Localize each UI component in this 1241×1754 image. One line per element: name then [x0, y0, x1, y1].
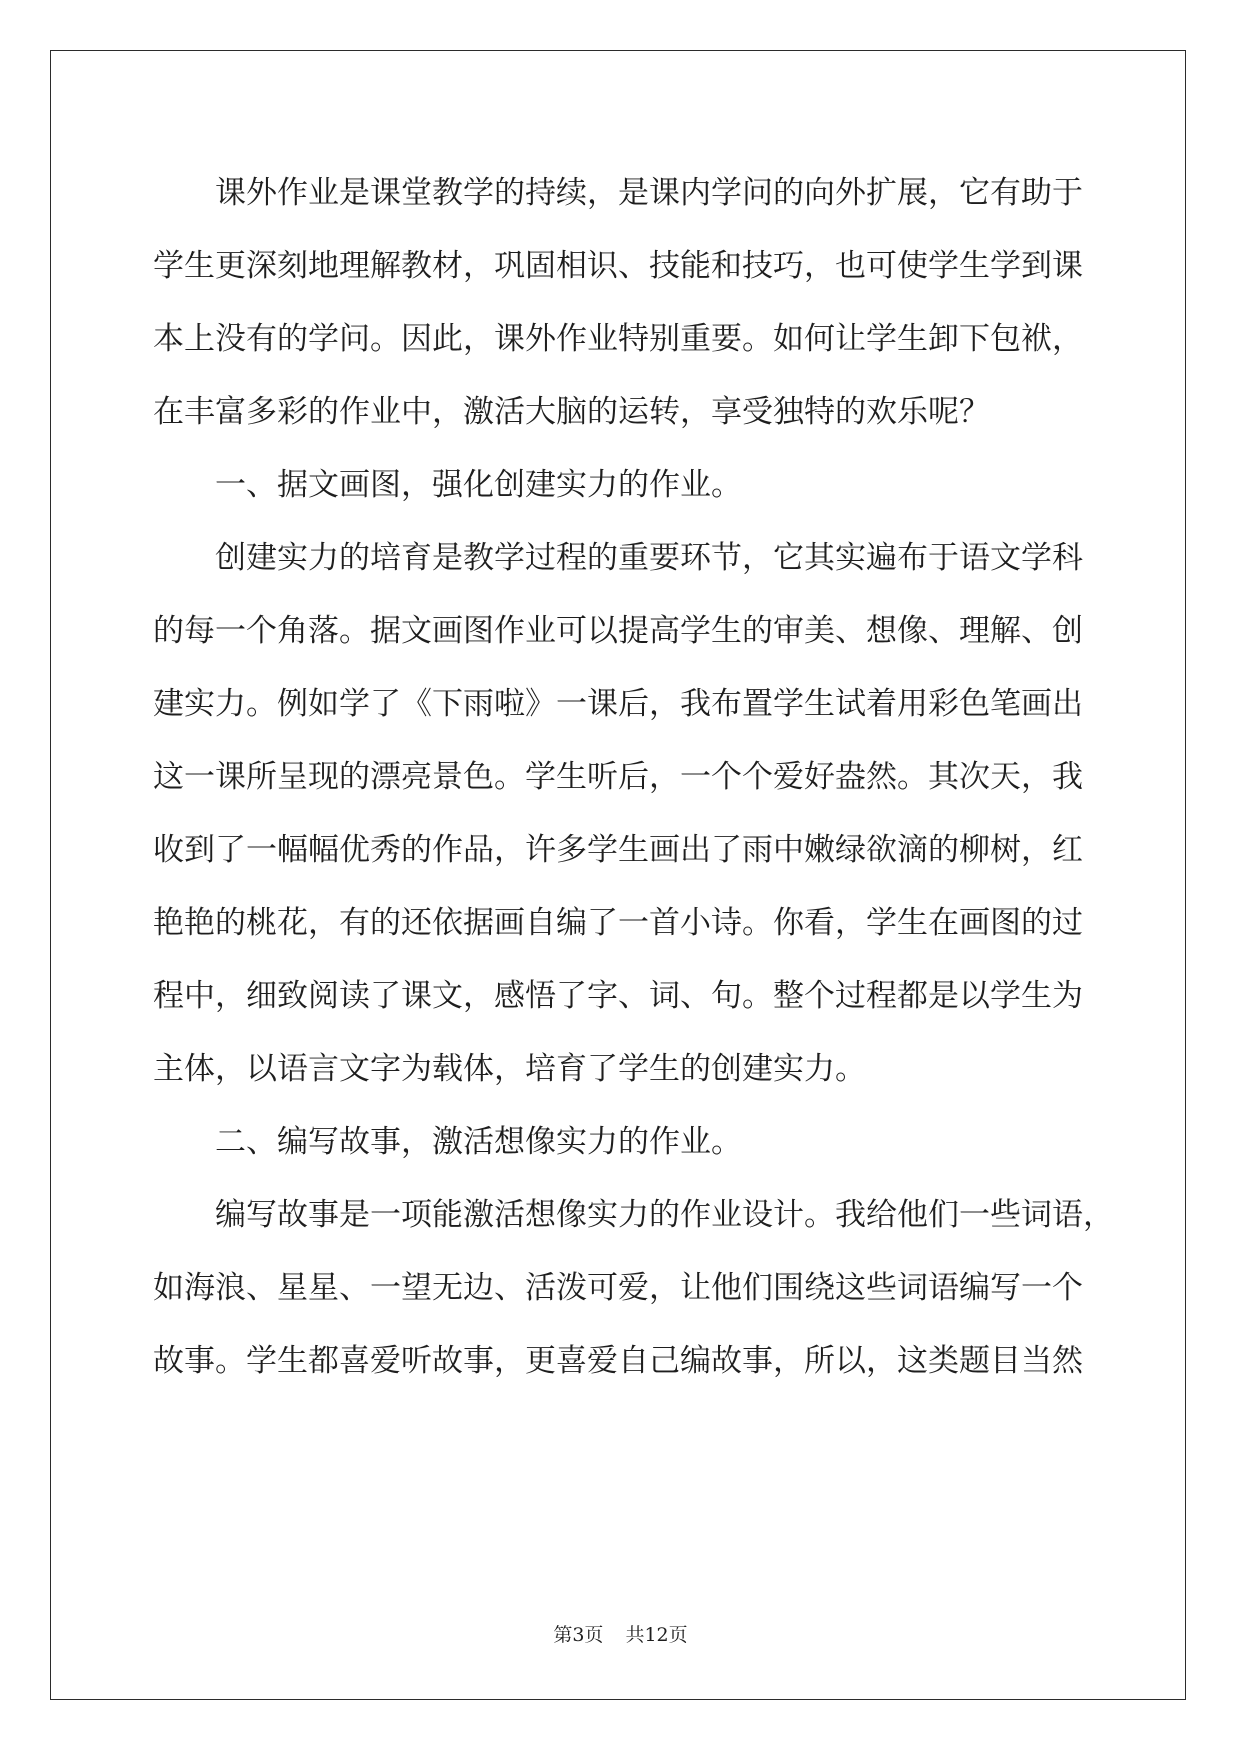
paragraph-line: 学生更深刻地理解教材，巩固相识、技能和技巧，也可使学生学到课 — [153, 248, 1083, 284]
paragraph-line: 主体，以语言文字为载体，培育了学生的创建实力。 — [153, 1051, 866, 1087]
page-footer — [0, 1620, 1241, 1647]
paragraph-line: 本上没有的学问。因此，课外作业特别重要。如何让学生卸下包袱， — [153, 321, 1083, 357]
paragraph-line: 艳艳的桃花，有的还依据画自编了一首小诗。你看，学生在画图的过 — [153, 905, 1083, 941]
paragraph-line: 这一课所呈现的漂亮景色。学生听后，一个个爱好盎然。其次天，我 — [153, 759, 1083, 795]
paragraph-line: 创建实力的培育是教学过程的重要环节，它其实遍布于语文学科 — [215, 540, 1083, 576]
paragraph-line: 收到了一幅幅优秀的作品，许多学生画出了雨中嫩绿欲滴的柳树，红 — [153, 832, 1083, 868]
paragraph-line: 建实力。例如学了《下雨啦》一课后，我布置学生试着用彩色笔画出 — [153, 686, 1083, 722]
paragraph-line: 如海浪、星星、一望无边、活泼可爱，让他们围绕这些词语编写一个 — [153, 1270, 1083, 1306]
paragraph-line: 在丰富多彩的作业中，激活大脑的运转，享受独特的欢乐呢？ — [153, 394, 990, 430]
page-number: 第3页 — [553, 1624, 604, 1646]
paragraph-line: 课外作业是课堂教学的持续，是课内学问的向外扩展，它有助于 — [215, 175, 1083, 211]
document-body — [153, 157, 1114, 1398]
page-total: 共12页 — [625, 1624, 688, 1646]
section-heading: 一、据文画图，强化创建实力的作业。 — [215, 467, 742, 503]
paragraph-line: 编写故事是一项能激活想像实力的作业设计。我给他们一些词语， — [215, 1197, 1114, 1233]
section-heading: 二、编写故事，激活想像实力的作业。 — [215, 1124, 742, 1160]
paragraph-line: 程中，细致阅读了课文，感悟了字、词、句。整个过程都是以学生为 — [153, 978, 1083, 1014]
paragraph-line: 故事。学生都喜爱听故事，更喜爱自己编故事，所以，这类题目当然 — [153, 1343, 1083, 1379]
paragraph-line: 的每一个角落。据文画图作业可以提高学生的审美、想像、理解、创 — [153, 613, 1083, 649]
